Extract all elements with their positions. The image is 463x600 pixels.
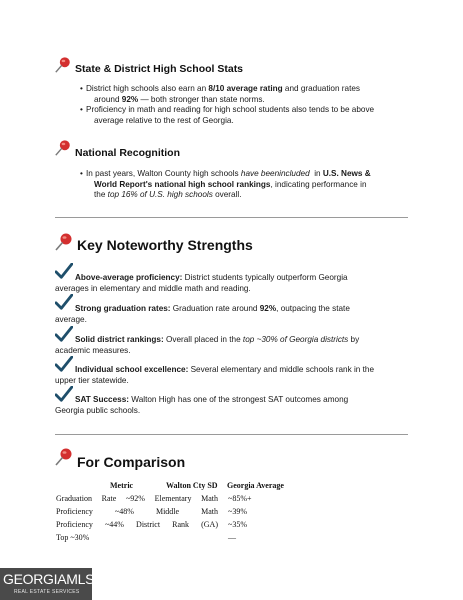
pushpin-icon xyxy=(54,447,74,467)
strength-item: Above-average proficiency: District students typically outperform Georgia averages in elementary and middle math and reading. xyxy=(55,273,348,293)
table-row-left: Graduation Rate ~92% Elementary Math xyxy=(56,494,218,503)
section-title-for-comparison: For Comparison xyxy=(77,454,186,470)
divider xyxy=(55,217,408,218)
bullet-us-news: • In past years, Walton County high schools have beenincluded in U.S. News & World Report's national high school rankings, indicating performance in the top 16% of U.S. high schools overall. xyxy=(80,169,415,201)
logo-main-text: GEORGIAMLS xyxy=(3,571,95,587)
divider xyxy=(55,434,408,435)
national-recognition-bullets xyxy=(80,169,415,201)
table-row-right: ~39% xyxy=(228,507,247,516)
state-district-bullets xyxy=(80,84,415,126)
strength-item: Strong graduation rates: Graduation rate around 92%, outpacing the state average. xyxy=(55,304,350,324)
section-title-national-recognition: National Recognition xyxy=(75,147,180,159)
logo-sub-text: REAL ESTATE SERVICES xyxy=(14,589,80,595)
strength-item: Solid district rankings: Overall placed in the top ~30% of Georgia districts by academic measures. xyxy=(55,335,360,355)
table-row-right: — xyxy=(228,533,236,542)
pushpin-icon xyxy=(54,56,72,74)
georgia-mls-logo xyxy=(0,568,95,600)
table-row-left: Proficiency ~44% District Rank (GA) xyxy=(56,520,218,529)
table-row-right: ~35% xyxy=(228,520,247,529)
table-header-georgia: Georgia Average xyxy=(227,481,284,490)
table-row-left: Top ~30% xyxy=(56,533,90,542)
section-title-key-strengths: Key Noteworthy Strengths xyxy=(77,237,253,253)
table-header-walton: Walton Cty SD xyxy=(166,481,218,490)
section-title-state-district: State & District High School Stats xyxy=(75,63,244,75)
bullet-rating: • District high schools also earn an 8/10 average rating and graduation rates around 92% — both stronger than state norms. xyxy=(80,84,415,105)
table-row-left: Proficiency ~48% Middle Math xyxy=(56,507,218,516)
pushpin-icon xyxy=(54,232,74,252)
table-row-right: ~85%+ xyxy=(228,494,252,503)
pushpin-icon xyxy=(54,139,72,157)
strength-item: SAT Success: Walton High has one of the strongest SAT outcomes among Georgia public schools. xyxy=(55,395,349,415)
table-header-metric: Metric xyxy=(110,481,134,490)
bullet-proficiency: • Proficiency in math and reading for high school students also tends to be above average relative to the rest of Georgia. xyxy=(80,105,415,126)
strength-item: Individual school excellence: Several elementary and middle schools rank in the upper tier statewide. xyxy=(55,365,374,385)
